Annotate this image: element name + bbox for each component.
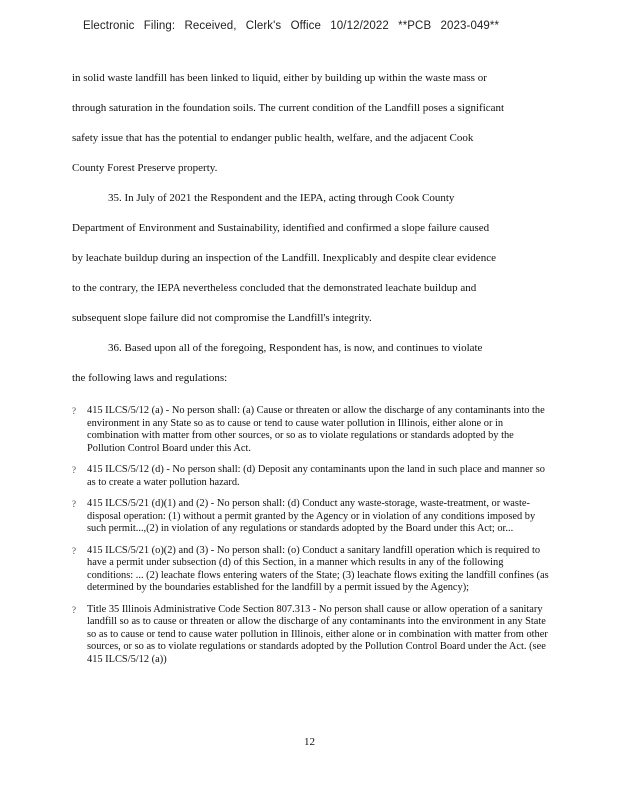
text-line: safety issue that has the potential to endanger public health, welfare, and the adjacent Cook — [72, 132, 474, 144]
text-line: to the contrary, the IEPA nevertheless concluded that the demonstrated leachate buildup and — [72, 282, 477, 294]
text-line: the following laws and regulations: — [72, 372, 228, 384]
regulation-list — [72, 405, 552, 675]
bullet-marker: ? — [72, 406, 76, 416]
bullet-marker: ? — [72, 465, 76, 475]
page-number: 12 — [304, 736, 315, 748]
list-item — [72, 405, 552, 455]
list-item — [72, 545, 552, 595]
list-item-text: 415 ILCS/5/21 (d)(1) and (2) - No person shall: (d) Conduct any waste-storage, waste-treatment, or waste-disposal operation: (1) without a permit granted by the Agency or in violation of any conditions imposed by such permit...,(2) in violation of any regulations or standards adopted by the Board under this Act; or... — [87, 498, 536, 534]
bullet-marker: ? — [72, 545, 76, 556]
text-line: subsequent slope failure did not compromise the Landfill's integrity. — [72, 312, 372, 324]
paragraph-continued — [72, 63, 552, 183]
text-line: 35. In July of 2021 the Respondent and the IEPA, acting through Cook County — [108, 192, 455, 204]
list-item — [72, 498, 552, 536]
text-line: 36. Based upon all of the foregoing, Respondent has, is now, and continues to violate — [108, 342, 483, 354]
list-item-text: 415 ILCS/5/12 (a) - No person shall: (a) Cause or threaten or allow the discharge of any contaminants into the environment in any State so as to cause or tend to cause water pollution in Illinois, either alone or in combination with matter from other sources, or so as to violate regulations or standards adopted by the Pollution Control Board under this Act. — [87, 405, 545, 454]
list-item-text: 415 ILCS/5/21 (o)(2) and (3) - No person shall: (o) Conduct a sanitary landfill operation which is required to have a permit under subsection (d) of this Section, in a manner which results in any of the following conditions: ... (2) leachate flows entering waters of the State; (3) leachate flows exiting the landfill confines (as determined by the boundaries established for the landfill by a permit issued by the Agency); — [87, 544, 549, 593]
list-item-text: 415 ILCS/5/12 (d) - No person shall: (d) Deposit any contaminants upon the land in such place and manner so as to create a water pollution hazard. — [87, 464, 545, 488]
text-line: in solid waste landfill has been linked to liquid, either by building up within the waste mass or — [72, 72, 487, 84]
list-item-text: Title 35 Illinois Administrative Code Section 807.313 - No person shall cause or allow operation of a sanitary landfill so as to cause or threaten or allow the discharge of any contaminants into the environment in any State so as to cause or tend to cause water pollution in Illinois, either alone or in combination with matter from other sources, or so as to violate regulations or standards adopted by the Pollution Control Board under the Act. (see 415 ILCS/5/12 (a)) — [87, 603, 548, 665]
paragraph-36 — [72, 333, 552, 393]
text-line: through saturation in the foundation soils. The current condition of the Landfill poses a significant — [72, 102, 505, 114]
text-line: County Forest Preserve property. — [72, 162, 218, 174]
bullet-marker: ? — [72, 499, 76, 509]
text-line: by leachate buildup during an inspection of the Landfill. Inexplicably and despite clear evidence — [72, 252, 496, 264]
text-line: Department of Environment and Sustainability, identified and confirmed a slope failure caused — [72, 222, 490, 234]
list-item — [72, 604, 552, 667]
list-item — [72, 464, 552, 489]
filing-header: Electronic Filing: Received, Clerk's Office 10/12/2022 **PCB 2023-049** — [83, 20, 500, 32]
bullet-marker: ? — [72, 604, 76, 615]
paragraph-35 — [72, 183, 552, 333]
